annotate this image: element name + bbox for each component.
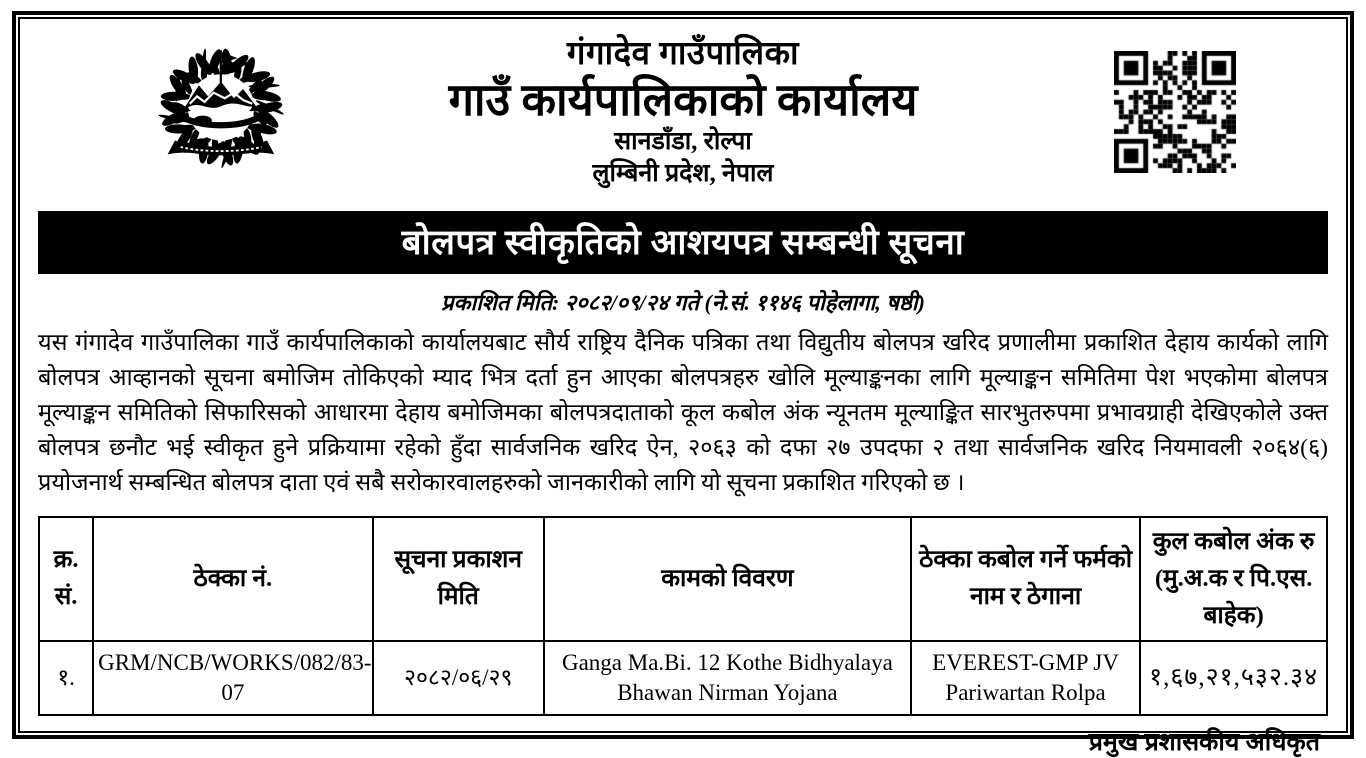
notice-body-paragraph: यस गंगादेव गाउँपालिका गाउँ कार्यपालिकाको कार्यालयबाट सौर्य राष्ट्रिय दैनिक पत्रिका तथा विद्युतीय बोलपत्र खरिद प्रणालीमा प्रकाशित देहाय कार्यको लागि बोलपत्र आव्हानको सूचना बमोजिम तोकिएको म्याद भित्र दर्ता हुन आएका बोलपत्रहरु खोलि मूल्याङ्कनका लागि मूल्याङ्कन समितिमा पेश भएकोमा बोलपत्र मूल्याङ्कन समितिको सिफारिसको आधारमा देहाय बमोजिमका बोलपत्रदाताको कूल कबोल अंक न्यूनतम मूल्याङ्कित सारभुतरुपमा प्रभावग्राही देखिएकोले उक्त बोलपत्र छनौट भई स्वीकृत हुने प्रक्रियामा रहेको हुँदा सार्वजनिक खरिद ऐन, २०६३ को दफा २७ उपदफा २ तथा सार्वजनिक खरिद नियमावली २०६४(६) प्रयोजनार्थ सम्बन्धित बोलपत्र दाता एवं सबै सरोकारवालहरुको जानकारीको लागि यो सूचना प्रकाशित गरिएको छ । bbox=[38, 330, 1328, 496]
col-header-serial: क्र. सं. bbox=[39, 517, 93, 641]
cell-contract-no: GRM/NCB/WORKS/082/83-07 bbox=[93, 641, 372, 715]
cell-firm-name: EVEREST-GMP JV Pariwartan Rolpa bbox=[911, 641, 1140, 715]
cell-total-amount: १,६७,२१,५३२.३४ bbox=[1140, 641, 1327, 715]
col-header-firm-name: ठेक्का कबोल गर्ने फर्मको नाम र ठेगाना bbox=[911, 517, 1140, 641]
nepal-government-emblem-icon bbox=[142, 43, 300, 181]
signatory-title: प्रमुख प्रशासकीय अधिकृत bbox=[1088, 729, 1320, 757]
notice-title-banner: बोलपत्र स्वीकृतिको आशयपत्र सम्बन्धी सूचना bbox=[38, 211, 1328, 274]
organization-name: गंगादेव गाउँपालिका bbox=[566, 36, 800, 72]
cell-publish-date: २०८२/०६/२९ bbox=[373, 641, 544, 715]
published-date-line: प्रकाशित मिति: २०८२/०९/२४ गते (ने.सं. ११४६ पोहेलागा, षष्ठी) bbox=[441, 290, 925, 315]
document-outer-border bbox=[12, 11, 1354, 757]
qr-code bbox=[1114, 51, 1236, 173]
cell-serial: १. bbox=[39, 641, 93, 715]
letterhead bbox=[32, 35, 1334, 207]
cell-work-description: Ganga Ma.Bi. 12 Kothe Bidhyalaya Bhawan Nirman Yojana bbox=[544, 641, 911, 715]
tender-table bbox=[38, 516, 1328, 716]
document-inner-border bbox=[18, 17, 1348, 757]
col-header-contract-no: ठेक्का नं. bbox=[93, 517, 372, 641]
col-header-work-description: कामको विवरण bbox=[544, 517, 911, 641]
col-header-publish-date: सूचना प्रकाशन मिति bbox=[373, 517, 544, 641]
address-line-2: लुम्बिनी प्रदेश, नेपाल bbox=[592, 159, 774, 187]
table-row bbox=[39, 641, 1327, 715]
table-header-row bbox=[39, 517, 1327, 641]
office-name: गाउँ कार्यपालिकाको कार्यालय bbox=[448, 74, 918, 125]
col-header-total-amount: कुल कबोल अंक रु (मु.अ.क र पि.एस. बाहेक) bbox=[1140, 517, 1327, 641]
address-line-1: सानडाँडा, रोल्पा bbox=[614, 128, 752, 156]
